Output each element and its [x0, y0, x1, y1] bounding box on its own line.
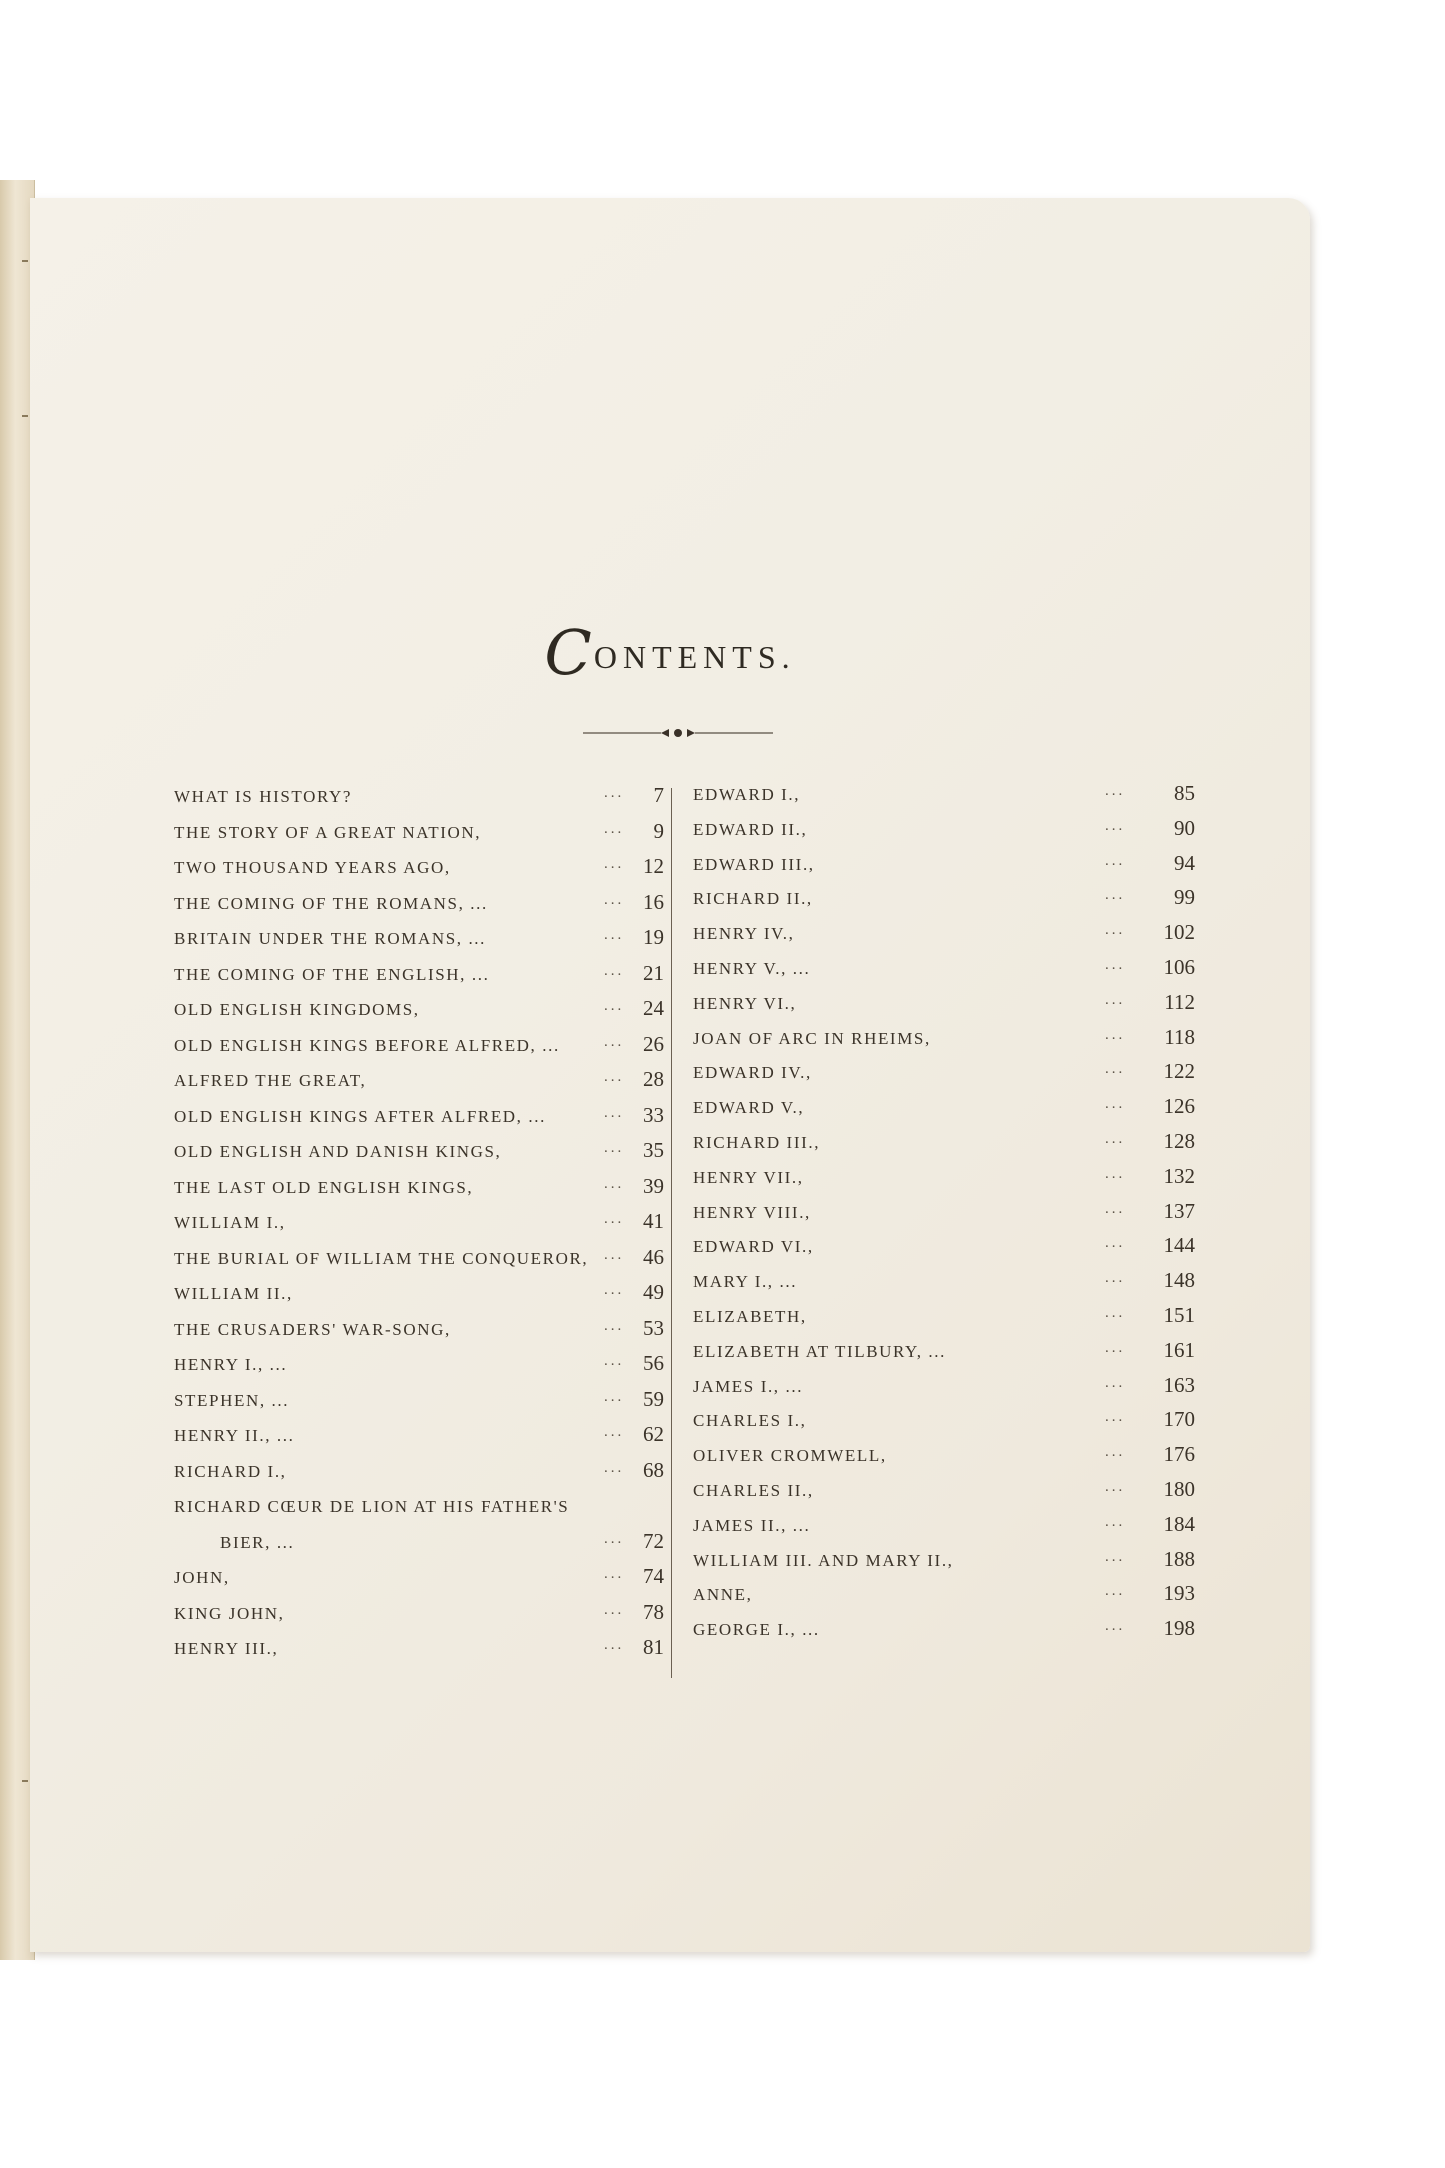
- entry-page-number: 112: [1164, 989, 1195, 1014]
- toc-entry: [693, 1267, 1195, 1297]
- entry-page-number: 59: [643, 1386, 664, 1411]
- toc-entry: [693, 1058, 1195, 1088]
- entry-page-number: 148: [1163, 1268, 1195, 1293]
- entry-page-number: 68: [643, 1457, 664, 1482]
- entry-page-number: 144: [1163, 1233, 1195, 1258]
- dot-leaders: ...: [1105, 1618, 1126, 1635]
- entry-page-number: 85: [1174, 781, 1195, 805]
- entry-title: BRITAIN UNDER THE ROMANS, ...: [174, 929, 487, 948]
- entry-page-number: 53: [643, 1315, 664, 1340]
- entry-page-number: 188: [1163, 1546, 1195, 1571]
- entry-page-number: 198: [1163, 1616, 1195, 1641]
- toc-entry: [693, 919, 1195, 949]
- dot-leaders: ...: [604, 1424, 625, 1440]
- entry-page-number: 39: [643, 1173, 664, 1198]
- entry-page-number: 132: [1163, 1163, 1195, 1188]
- entry-page-number: 78: [643, 1599, 664, 1624]
- toc-entry: [174, 1066, 664, 1096]
- entry-title: OLD ENGLISH KINGS BEFORE ALFRED, ...: [174, 1035, 560, 1055]
- dot-leaders: ...: [604, 1104, 625, 1121]
- toc-entry: [174, 1031, 664, 1061]
- toc-entry: [174, 782, 664, 812]
- entry-title: THE COMING OF THE ROMANS, ...: [174, 893, 488, 913]
- toc-entry: [174, 1492, 664, 1522]
- entry-title: TWO THOUSAND YEARS AGO,: [174, 858, 451, 877]
- entry-title: WILLIAM II.,: [174, 1284, 293, 1303]
- dot-leaders: ...: [604, 891, 625, 908]
- entry-page-number: 106: [1163, 955, 1195, 979]
- dot-leaders: ...: [1105, 1409, 1126, 1426]
- ornament-divider-icon: [583, 726, 773, 740]
- toc-entry: [693, 1511, 1195, 1541]
- entry-title: CHARLES II.,: [693, 1481, 814, 1500]
- entry-page-number: 7: [653, 783, 664, 807]
- heading-initial: C: [544, 616, 592, 689]
- dot-leaders: ...: [604, 785, 625, 801]
- entry-page-number: 49: [643, 1280, 664, 1304]
- toc-entry: [174, 1208, 664, 1238]
- dot-leaders: ...: [1105, 1200, 1126, 1217]
- dot-leaders: ...: [604, 927, 625, 943]
- entry-page-number: 94: [1174, 850, 1195, 875]
- entry-title: ELIZABETH,: [693, 1307, 807, 1326]
- entry-page-number: 9: [653, 818, 664, 843]
- dot-leaders: ...: [604, 1140, 625, 1156]
- entry-title: HENRY VII.,: [693, 1167, 804, 1187]
- entry-title: HENRY II., ...: [174, 1426, 295, 1445]
- entry-title: BIER, ...: [220, 1532, 295, 1552]
- dot-leaders: ...: [604, 1246, 625, 1263]
- entry-title: ELIZABETH AT TILBURY, ...: [693, 1341, 946, 1361]
- entry-page-number: 176: [1163, 1442, 1195, 1467]
- toc-entry: [174, 1386, 664, 1416]
- entry-page-number: 151: [1163, 1303, 1195, 1327]
- dot-leaders: ...: [604, 1459, 625, 1476]
- dot-leaders: ...: [604, 1282, 625, 1298]
- toc-entry: [174, 853, 664, 883]
- entry-title: KING JOHN,: [174, 1603, 285, 1623]
- contents-heading: [30, 616, 1310, 689]
- toc-entry: [174, 1599, 664, 1629]
- entry-page-number: 118: [1164, 1024, 1195, 1049]
- toc-entry: [174, 1563, 664, 1593]
- dot-leaders: ...: [1105, 1096, 1126, 1113]
- toc-entry: [174, 924, 664, 954]
- entry-page-number: 81: [643, 1635, 664, 1659]
- toc-entry: [693, 1372, 1195, 1402]
- toc-entry: [174, 995, 664, 1025]
- entry-title: HENRY V., ...: [693, 959, 811, 978]
- entry-title: HENRY I., ...: [174, 1355, 288, 1374]
- entry-page-number: 72: [643, 1528, 664, 1553]
- edge-mark: [22, 260, 28, 262]
- entry-page-number: 35: [643, 1138, 664, 1162]
- dot-leaders: ...: [1105, 887, 1126, 904]
- dot-leaders: ...: [604, 1637, 625, 1653]
- dot-leaders: ...: [604, 1175, 625, 1192]
- toc-entry: [174, 1421, 664, 1451]
- entry-title: EDWARD III.,: [693, 854, 815, 874]
- toc-entry: [693, 1302, 1195, 1332]
- dot-leaders: ...: [604, 820, 625, 837]
- dot-leaders: ...: [1105, 1061, 1126, 1078]
- dot-leaders: ...: [1105, 1548, 1126, 1565]
- entry-title: EDWARD IV.,: [693, 1063, 812, 1083]
- entry-page-number: 90: [1174, 815, 1195, 840]
- entry-page-number: 122: [1163, 1059, 1195, 1084]
- entry-title: JOAN OF ARC IN RHEIMS,: [693, 1028, 931, 1048]
- dot-leaders: ...: [1105, 1131, 1126, 1147]
- dot-leaders: ...: [1105, 991, 1126, 1008]
- toc-entry: [174, 1102, 664, 1132]
- dot-leaders: ...: [1105, 922, 1126, 939]
- toc-entry: [693, 1615, 1195, 1645]
- entry-title: WILLIAM I.,: [174, 1213, 286, 1232]
- entry-page-number: 26: [643, 1031, 664, 1056]
- entry-page-number: 184: [1163, 1511, 1195, 1536]
- entry-page-number: 24: [643, 996, 664, 1020]
- entry-title: GEORGE I., ...: [693, 1620, 820, 1640]
- toc-entry: [174, 1528, 664, 1558]
- entry-title: JAMES I., ...: [693, 1376, 804, 1396]
- dot-leaders: ...: [1105, 1270, 1126, 1287]
- entry-page-number: 99: [1174, 885, 1195, 910]
- toc-entry: [693, 1163, 1195, 1193]
- toc-entry: [693, 884, 1195, 914]
- dot-leaders: ...: [604, 1388, 625, 1405]
- entry-page-number: 33: [643, 1102, 664, 1127]
- entry-page-number: 21: [643, 960, 664, 985]
- toc-entry: [174, 1315, 664, 1345]
- toc-entry: [174, 1244, 664, 1274]
- entry-title: EDWARD II.,: [693, 819, 808, 839]
- entry-title: RICHARD II.,: [693, 889, 813, 909]
- toc-entry: [174, 1173, 664, 1203]
- toc-entry: [693, 1337, 1195, 1367]
- toc-entry: [693, 1198, 1195, 1228]
- entry-title: RICHARD CŒUR DE LION AT HIS FATHER'S: [174, 1497, 570, 1516]
- toc-entry: [693, 1024, 1195, 1054]
- dot-leaders: ...: [1105, 1374, 1126, 1391]
- entry-title: HENRY IV.,: [693, 924, 795, 944]
- entry-title: WHAT IS HISTORY?: [174, 787, 352, 806]
- dot-leaders: ...: [604, 856, 625, 872]
- toc-entry: [693, 1128, 1195, 1158]
- entry-title: MARY I., ...: [693, 1272, 798, 1292]
- dot-leaders: ...: [604, 1530, 625, 1547]
- entry-page-number: 137: [1163, 1198, 1195, 1223]
- entry-page-number: 126: [1163, 1094, 1195, 1119]
- dot-leaders: ...: [1105, 817, 1126, 834]
- entry-title: EDWARD V.,: [693, 1098, 805, 1118]
- toc-entry: [693, 1580, 1195, 1610]
- entry-title: THE STORY OF A GREAT NATION,: [174, 822, 482, 842]
- entry-page-number: 102: [1163, 920, 1195, 945]
- toc-entry: [174, 818, 664, 848]
- column-divider: [671, 788, 672, 1678]
- dot-leaders: ...: [604, 1601, 625, 1618]
- toc-entry: [174, 1279, 664, 1309]
- entry-title: THE LAST OLD ENGLISH KINGS,: [174, 1177, 474, 1197]
- dot-leaders: ...: [604, 1211, 625, 1227]
- toc-entry: [693, 850, 1195, 880]
- entry-title: HENRY VIII.,: [693, 1202, 811, 1222]
- entry-title: OLIVER CROMWELL,: [693, 1446, 887, 1466]
- heading-rest: ONTENTS.: [593, 639, 796, 675]
- entry-title: CHARLES I.,: [693, 1411, 807, 1431]
- dot-leaders: ...: [1105, 1305, 1126, 1321]
- entry-title: THE CRUSADERS' WAR-SONG,: [174, 1319, 451, 1339]
- entry-page-number: 128: [1163, 1129, 1195, 1153]
- entry-title: HENRY III.,: [174, 1639, 279, 1658]
- toc-entry: [174, 1457, 664, 1487]
- entry-title: HENRY VI.,: [693, 993, 797, 1013]
- dot-leaders: ...: [604, 1566, 625, 1582]
- entry-page-number: 62: [643, 1422, 664, 1446]
- entry-title: EDWARD I.,: [693, 785, 801, 804]
- dot-leaders: ...: [604, 1033, 625, 1050]
- toc-entry: [174, 960, 664, 990]
- entry-page-number: 193: [1163, 1581, 1195, 1606]
- toc-entry: [174, 1350, 664, 1380]
- dot-leaders: ...: [1105, 1444, 1126, 1461]
- toc-entry: [693, 1546, 1195, 1576]
- edge-mark: [22, 415, 28, 417]
- toc-entry: [693, 1232, 1195, 1262]
- entry-title: THE BURIAL OF WILLIAM THE CONQUEROR,: [174, 1248, 589, 1268]
- entry-page-number: 41: [643, 1209, 664, 1233]
- toc-entry: [693, 815, 1195, 845]
- entry-title: OLD ENGLISH AND DANISH KINGS,: [174, 1142, 502, 1161]
- book-page: [30, 198, 1310, 1952]
- toc-entry: [693, 780, 1195, 810]
- dot-leaders: ...: [1105, 1583, 1126, 1600]
- entry-page-number: 161: [1163, 1337, 1195, 1362]
- entry-title: RICHARD III.,: [693, 1133, 821, 1152]
- dot-leaders: ...: [1105, 852, 1126, 869]
- entry-page-number: 163: [1163, 1372, 1195, 1397]
- entry-title: JAMES II., ...: [693, 1515, 811, 1535]
- entry-title: EDWARD VI.,: [693, 1237, 814, 1257]
- entry-title: RICHARD I.,: [174, 1461, 287, 1481]
- toc-entry: [693, 1093, 1195, 1123]
- entry-title: WILLIAM III. AND MARY II.,: [693, 1550, 954, 1570]
- edge-mark: [22, 1780, 28, 1782]
- dot-leaders: ...: [1105, 1235, 1126, 1252]
- entry-page-number: 19: [643, 925, 664, 949]
- entry-page-number: 46: [643, 1244, 664, 1269]
- dot-leaders: ...: [604, 1353, 625, 1369]
- dot-leaders: ...: [1105, 1339, 1126, 1356]
- entry-page-number: 56: [643, 1351, 664, 1375]
- entry-title: OLD ENGLISH KINGDOMS,: [174, 1000, 420, 1019]
- entry-title: STEPHEN, ...: [174, 1390, 290, 1410]
- dot-leaders: ...: [1105, 1479, 1126, 1495]
- entry-page-number: 170: [1163, 1407, 1195, 1432]
- toc-entry: [174, 1137, 664, 1167]
- entry-title: THE COMING OF THE ENGLISH, ...: [174, 964, 490, 984]
- entry-page-number: 12: [643, 854, 664, 878]
- toc-entry: [693, 954, 1195, 984]
- toc-entry: [693, 989, 1195, 1019]
- toc-entry: [693, 1406, 1195, 1436]
- dot-leaders: ...: [1105, 783, 1126, 799]
- dot-leaders: ...: [1105, 1026, 1126, 1043]
- entry-title: ALFRED THE GREAT,: [174, 1071, 367, 1090]
- toc-entry: [174, 889, 664, 919]
- entry-page-number: 74: [643, 1564, 664, 1588]
- toc-entry: [693, 1441, 1195, 1471]
- dot-leaders: ...: [604, 998, 625, 1014]
- entry-page-number: 16: [643, 889, 664, 914]
- dot-leaders: ...: [1105, 1513, 1126, 1530]
- dot-leaders: ...: [604, 1317, 625, 1334]
- toc-entry: [693, 1476, 1195, 1506]
- entry-page-number: 28: [643, 1067, 664, 1091]
- dot-leaders: ...: [1105, 1165, 1126, 1182]
- entry-title: ANNE,: [693, 1585, 753, 1605]
- toc-entry: [174, 1634, 664, 1664]
- entry-page-number: 180: [1163, 1477, 1195, 1501]
- dot-leaders: ...: [1105, 957, 1126, 973]
- dot-leaders: ...: [604, 1069, 625, 1085]
- entry-title: JOHN,: [174, 1568, 230, 1587]
- entry-title: OLD ENGLISH KINGS AFTER ALFRED, ...: [174, 1106, 546, 1126]
- dot-leaders: ...: [604, 962, 625, 979]
